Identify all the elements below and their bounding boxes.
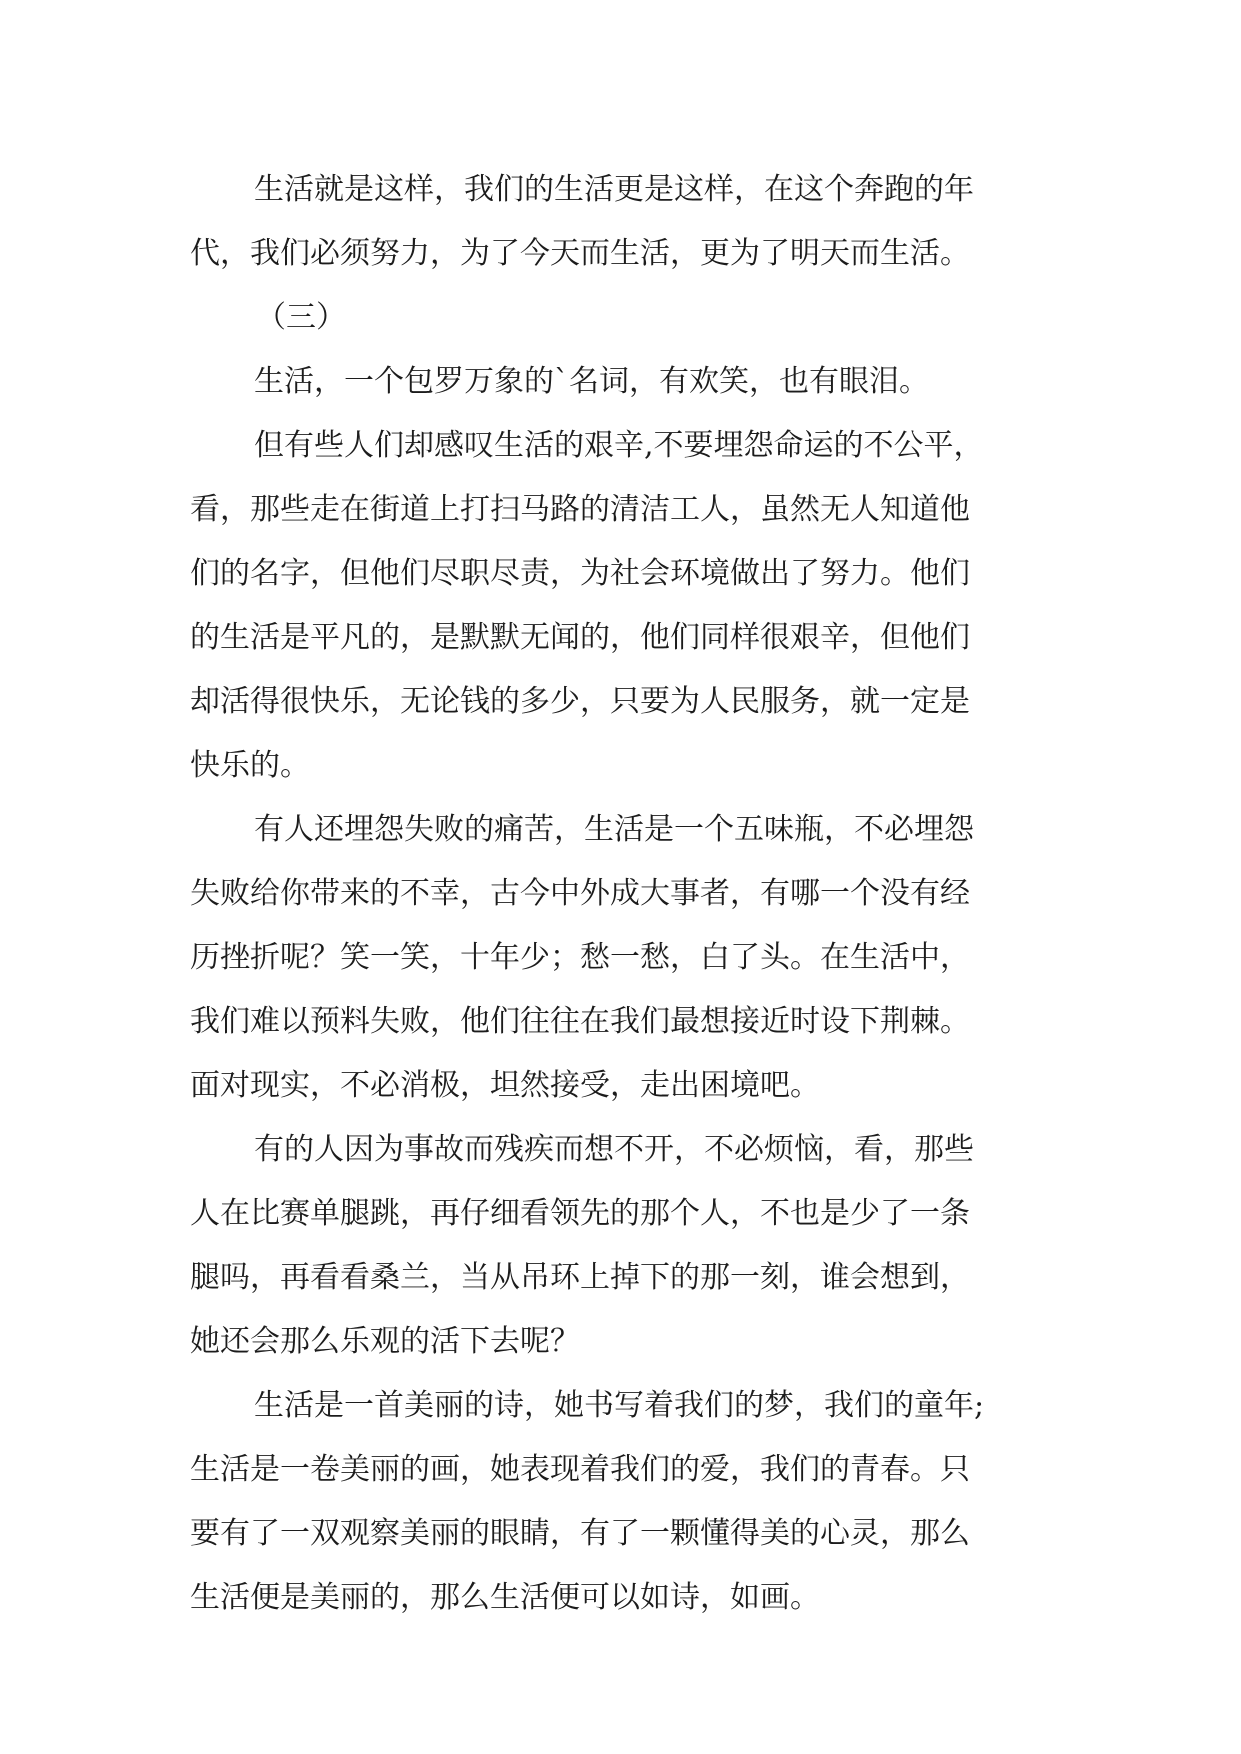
- document-page: [190, 158, 1060, 1630]
- text-line: 生活是一卷美丽的画，她表现着我们的爱，我们的青春。只: [190, 1452, 970, 1487]
- text-line: 历挫折呢？笑一笑，十年少；愁一愁，白了头。在生活中，: [190, 940, 970, 975]
- text-line: 我们难以预料失败，他们往往在我们最想接近时设下荆棘。: [190, 1004, 970, 1039]
- paragraph: [190, 158, 1060, 286]
- text-line: 失败给你带来的不幸，古今中外成大事者，有哪一个没有经: [190, 876, 970, 911]
- text-line: 生活就是这样，我们的生活更是这样，在这个奔跑的年: [254, 172, 974, 207]
- text-line: 但有些人们却感叹生活的艰辛,不要埋怨命运的不公平，: [254, 428, 984, 463]
- paragraph: [190, 414, 1060, 798]
- text-line: 人在比赛单腿跳，再仔细看领先的那个人，不也是少了一条: [190, 1196, 970, 1231]
- text-line: 有的人因为事故而残疾而想不开，不必烦恼，看，那些: [254, 1132, 974, 1167]
- text-line: 生活，一个包罗万象的`名词，有欢笑，也有眼泪。: [254, 364, 929, 399]
- text-line: 要有了一双观察美丽的眼睛，有了一颗懂得美的心灵，那么: [190, 1516, 970, 1551]
- text-line: 面对现实，不必消极，坦然接受，走出困境吧。: [190, 1068, 820, 1103]
- text-line: 她还会那么乐观的活下去呢？: [190, 1324, 580, 1359]
- section-heading: [190, 286, 1060, 350]
- text-line: 快乐的。: [190, 748, 310, 783]
- text-line: 的生活是平凡的，是默默无闻的，他们同样很艰辛，但他们: [190, 620, 970, 655]
- text-line: 看，那些走在街道上打扫马路的清洁工人，虽然无人知道他: [190, 492, 970, 527]
- text-line: 有人还埋怨失败的痛苦，生活是一个五味瓶，不必埋怨: [254, 812, 974, 847]
- text-line: 代，我们必须努力，为了今天而生活，更为了明天而生活。: [190, 236, 970, 271]
- paragraph: [190, 1118, 1060, 1374]
- paragraph: [190, 1374, 1060, 1630]
- text-line: 生活便是美丽的，那么生活便可以如诗，如画。: [190, 1580, 820, 1615]
- text-line: 腿吗，再看看桑兰，当从吊环上掉下的那一刻，谁会想到，: [190, 1260, 970, 1295]
- paragraph: [190, 350, 1060, 414]
- text-line: （三）: [256, 300, 346, 335]
- text-line: 却活得很快乐，无论钱的多少，只要为人民服务，就一定是: [190, 684, 970, 719]
- text-line: 们的名字，但他们尽职尽责，为社会环境做出了努力。他们: [190, 556, 970, 591]
- paragraph: [190, 798, 1060, 1118]
- text-line: 生活是一首美丽的诗，她书写着我们的梦，我们的童年;: [254, 1388, 985, 1423]
